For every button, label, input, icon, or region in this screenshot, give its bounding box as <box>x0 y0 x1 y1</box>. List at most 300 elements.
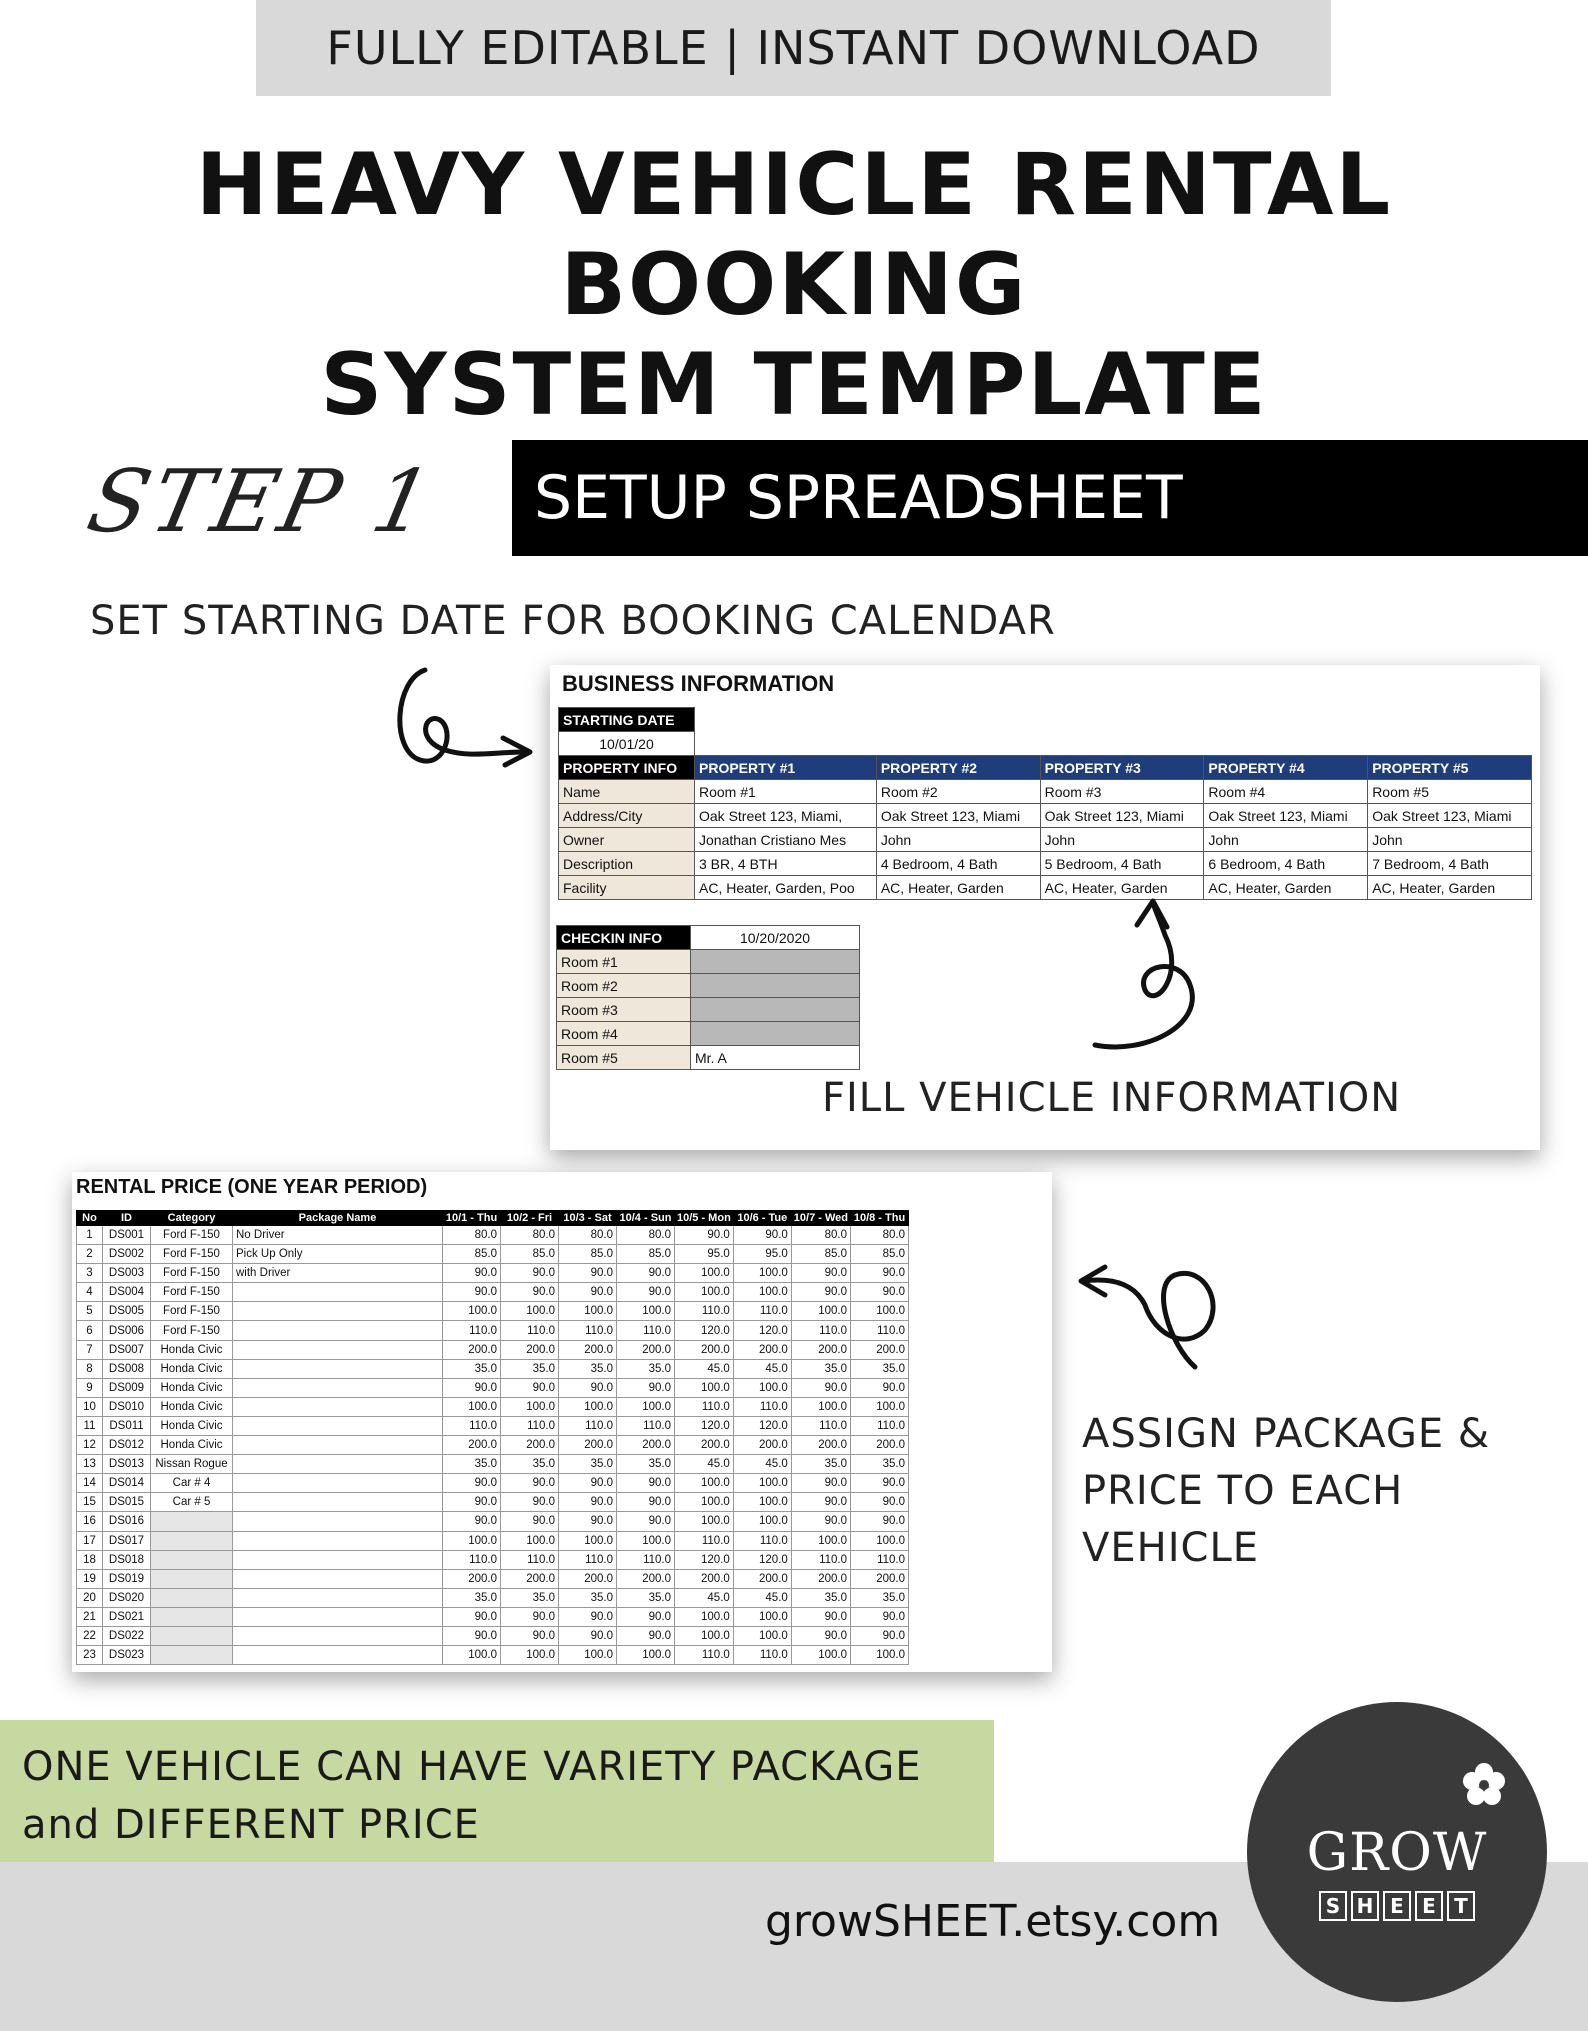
price-cell[interactable]: 95.0 <box>675 1245 734 1264</box>
price-cell[interactable]: 100.0 <box>443 1302 501 1321</box>
starting-date-input[interactable]: 10/01/20 <box>559 732 695 756</box>
green-note-line: and DIFFERENT PRICE <box>22 1802 480 1848</box>
price-cell[interactable]: 110.0 <box>559 1550 617 1569</box>
price-cell[interactable]: 100.0 <box>851 1531 909 1550</box>
price-cell[interactable]: 90.0 <box>559 1378 617 1397</box>
price-cell[interactable] <box>233 1436 443 1455</box>
price-cell[interactable]: 110.0 <box>501 1416 559 1435</box>
price-cell[interactable]: 110.0 <box>617 1550 675 1569</box>
price-cell[interactable]: 100.0 <box>733 1264 791 1283</box>
price-cell[interactable]: 35.0 <box>443 1588 501 1607</box>
price-cell[interactable]: 90.0 <box>851 1474 909 1493</box>
price-cell[interactable]: 90.0 <box>851 1493 909 1512</box>
price-cell[interactable]: 90.0 <box>559 1493 617 1512</box>
checkin-guest-cell[interactable] <box>691 974 860 998</box>
price-cell[interactable]: 35.0 <box>851 1588 909 1607</box>
price-row <box>77 1607 909 1626</box>
price-cell[interactable]: 35.0 <box>559 1588 617 1607</box>
property-row-label: Facility <box>559 876 695 900</box>
price-cell[interactable]: Ford F-150 <box>151 1226 233 1245</box>
price-cell[interactable]: with Driver <box>233 1264 443 1283</box>
price-cell[interactable]: 45.0 <box>675 1588 734 1607</box>
checkin-guest-cell[interactable] <box>691 1022 860 1046</box>
price-cell[interactable]: Ford F-150 <box>151 1264 233 1283</box>
price-cell[interactable]: 35.0 <box>559 1455 617 1474</box>
price-cell[interactable]: 90.0 <box>501 1607 559 1626</box>
price-cell[interactable]: 90.0 <box>851 1283 909 1302</box>
price-cell[interactable]: Ford F-150 <box>151 1245 233 1264</box>
property-cell[interactable]: John <box>1040 828 1204 852</box>
price-cell[interactable] <box>233 1455 443 1474</box>
price-cell[interactable]: 110.0 <box>733 1646 791 1665</box>
price-cell[interactable]: 100.0 <box>791 1531 850 1550</box>
property-cell[interactable]: AC, Heater, Garden <box>876 876 1040 900</box>
price-cell[interactable]: 200.0 <box>501 1340 559 1359</box>
price-cell[interactable]: 200.0 <box>559 1436 617 1455</box>
price-cell[interactable]: 110.0 <box>559 1321 617 1340</box>
price-cell[interactable]: 100.0 <box>675 1626 734 1645</box>
price-cell[interactable]: 80.0 <box>501 1226 559 1245</box>
property-cell[interactable]: 5 Bedroom, 4 Bath <box>1040 852 1204 876</box>
price-cell[interactable] <box>151 1646 233 1665</box>
price-cell[interactable]: 110.0 <box>443 1416 501 1435</box>
checkin-room-label: Room #1 <box>557 950 691 974</box>
price-cell[interactable]: 200.0 <box>501 1569 559 1588</box>
price-cell[interactable]: 90.0 <box>791 1607 850 1626</box>
price-cell[interactable]: 100.0 <box>501 1302 559 1321</box>
price-row <box>77 1264 909 1283</box>
price-cell[interactable]: 200.0 <box>617 1436 675 1455</box>
price-cell[interactable]: 35.0 <box>501 1359 559 1378</box>
price-cell[interactable]: 90.0 <box>791 1378 850 1397</box>
price-cell[interactable]: 100.0 <box>617 1646 675 1665</box>
price-cell[interactable]: 110.0 <box>791 1550 850 1569</box>
price-cell[interactable]: 85.0 <box>851 1245 909 1264</box>
price-cell[interactable] <box>233 1359 443 1378</box>
price-cell: DS021 <box>103 1607 151 1626</box>
price-cell[interactable]: 35.0 <box>443 1455 501 1474</box>
price-cell[interactable]: Ford F-150 <box>151 1302 233 1321</box>
price-row <box>77 1455 909 1474</box>
price-cell[interactable]: Honda Civic <box>151 1436 233 1455</box>
footer-url[interactable]: growSHEET.etsy.com <box>765 1896 1221 1947</box>
property-cell[interactable]: 6 Bedroom, 4 Bath <box>1204 852 1368 876</box>
price-cell[interactable]: 90.0 <box>617 1493 675 1512</box>
price-cell[interactable]: 90.0 <box>501 1264 559 1283</box>
price-cell[interactable]: 90.0 <box>851 1607 909 1626</box>
price-cell[interactable]: 35.0 <box>501 1588 559 1607</box>
property-cell[interactable]: Oak Street 123, Miami <box>1368 804 1532 828</box>
price-cell[interactable]: 90.0 <box>501 1474 559 1493</box>
logo-letter: S <box>1319 1891 1347 1921</box>
price-cell[interactable]: 110.0 <box>675 1531 734 1550</box>
price-cell[interactable]: 100.0 <box>733 1378 791 1397</box>
price-cell[interactable]: 80.0 <box>791 1226 850 1245</box>
price-cell[interactable]: 80.0 <box>851 1226 909 1245</box>
price-column-header: 10/4 - Sun <box>617 1211 675 1226</box>
property-cell[interactable]: AC, Heater, Garden <box>1368 876 1532 900</box>
green-note-line: ONE VEHICLE CAN HAVE VARIETY PACKAGE <box>22 1744 922 1790</box>
price-cell[interactable]: 200.0 <box>443 1340 501 1359</box>
price-cell[interactable]: 80.0 <box>559 1226 617 1245</box>
price-cell[interactable]: 90.0 <box>851 1626 909 1645</box>
price-cell[interactable] <box>233 1283 443 1302</box>
price-cell[interactable]: 100.0 <box>617 1302 675 1321</box>
price-cell[interactable]: 200.0 <box>675 1569 734 1588</box>
price-column-header: Package Name <box>233 1211 443 1226</box>
price-cell[interactable] <box>233 1416 443 1435</box>
price-cell[interactable]: 100.0 <box>733 1283 791 1302</box>
price-cell[interactable]: 110.0 <box>501 1321 559 1340</box>
price-cell[interactable]: 90.0 <box>791 1264 850 1283</box>
property-cell[interactable]: Room #4 <box>1204 780 1368 804</box>
price-cell[interactable]: Honda Civic <box>151 1416 233 1435</box>
price-column-header: No <box>77 1211 103 1226</box>
price-cell[interactable]: 200.0 <box>617 1569 675 1588</box>
price-cell[interactable] <box>233 1550 443 1569</box>
price-cell[interactable]: 90.0 <box>791 1283 850 1302</box>
price-cell[interactable]: Nissan Rogue <box>151 1455 233 1474</box>
price-cell[interactable]: 90.0 <box>851 1512 909 1531</box>
price-cell[interactable]: 90.0 <box>443 1474 501 1493</box>
property-cell[interactable]: Oak Street 123, Miami <box>876 804 1040 828</box>
price-cell[interactable]: 100.0 <box>733 1474 791 1493</box>
price-cell[interactable]: 85.0 <box>443 1245 501 1264</box>
price-cell[interactable]: 110.0 <box>559 1416 617 1435</box>
price-cell: DS014 <box>103 1474 151 1493</box>
price-cell[interactable]: 90.0 <box>501 1512 559 1531</box>
price-cell[interactable]: Pick Up Only <box>233 1245 443 1264</box>
price-cell[interactable]: 120.0 <box>675 1321 734 1340</box>
price-cell[interactable]: 90.0 <box>851 1378 909 1397</box>
price-cell[interactable]: Ford F-150 <box>151 1283 233 1302</box>
price-cell[interactable]: 100.0 <box>791 1646 850 1665</box>
price-cell[interactable]: 110.0 <box>791 1321 850 1340</box>
price-cell[interactable] <box>233 1531 443 1550</box>
checkin-guest-cell[interactable] <box>691 950 860 974</box>
price-cell[interactable]: 200.0 <box>443 1436 501 1455</box>
price-cell[interactable]: 110.0 <box>617 1321 675 1340</box>
price-cell[interactable]: 110.0 <box>443 1550 501 1569</box>
price-cell[interactable]: 200.0 <box>851 1340 909 1359</box>
price-cell[interactable] <box>233 1607 443 1626</box>
price-cell[interactable]: 100.0 <box>675 1474 734 1493</box>
price-cell[interactable]: 35.0 <box>851 1455 909 1474</box>
price-cell[interactable]: 200.0 <box>851 1569 909 1588</box>
price-cell: 20 <box>77 1588 103 1607</box>
price-cell[interactable]: 100.0 <box>733 1607 791 1626</box>
price-cell[interactable]: 45.0 <box>733 1588 791 1607</box>
price-cell[interactable]: 90.0 <box>791 1626 850 1645</box>
price-cell[interactable]: Ford F-150 <box>151 1321 233 1340</box>
price-row <box>77 1416 909 1435</box>
price-cell[interactable]: 110.0 <box>617 1416 675 1435</box>
price-cell[interactable]: 100.0 <box>617 1531 675 1550</box>
property-cell[interactable]: 3 BR, 4 BTH <box>695 852 877 876</box>
price-cell[interactable]: 90.0 <box>501 1493 559 1512</box>
price-cell[interactable]: 35.0 <box>443 1359 501 1378</box>
price-cell[interactable]: Car # 5 <box>151 1493 233 1512</box>
price-cell[interactable]: 120.0 <box>675 1550 734 1569</box>
price-cell[interactable]: 100.0 <box>675 1264 734 1283</box>
property-cell[interactable]: Oak Street 123, Miami <box>1204 804 1368 828</box>
price-cell[interactable]: 45.0 <box>675 1455 734 1474</box>
step-title: SETUP SPREADSHEET <box>534 463 1183 533</box>
price-cell[interactable]: 200.0 <box>733 1436 791 1455</box>
price-cell[interactable]: 110.0 <box>791 1416 850 1435</box>
price-cell[interactable]: 80.0 <box>443 1226 501 1245</box>
price-cell[interactable]: Honda Civic <box>151 1397 233 1416</box>
price-row <box>77 1302 909 1321</box>
price-cell[interactable]: 90.0 <box>559 1264 617 1283</box>
property-cell[interactable]: Room #3 <box>1040 780 1204 804</box>
property-cell[interactable]: Oak Street 123, Miami, <box>695 804 877 828</box>
price-cell[interactable]: 100.0 <box>675 1378 734 1397</box>
price-cell[interactable]: 90.0 <box>617 1607 675 1626</box>
price-cell[interactable] <box>233 1493 443 1512</box>
price-cell[interactable] <box>233 1474 443 1493</box>
price-cell[interactable]: 90.0 <box>733 1226 791 1245</box>
price-cell[interactable]: 95.0 <box>733 1245 791 1264</box>
price-cell[interactable] <box>233 1512 443 1531</box>
price-cell[interactable]: 90.0 <box>617 1378 675 1397</box>
price-cell[interactable]: 100.0 <box>443 1646 501 1665</box>
price-cell[interactable]: 35.0 <box>791 1455 850 1474</box>
price-cell[interactable] <box>151 1626 233 1645</box>
price-cell[interactable]: 100.0 <box>851 1646 909 1665</box>
checkin-room-label: Room #4 <box>557 1022 691 1046</box>
price-cell: 14 <box>77 1474 103 1493</box>
price-cell[interactable] <box>233 1340 443 1359</box>
price-cell[interactable]: 200.0 <box>617 1340 675 1359</box>
price-cell[interactable]: 90.0 <box>617 1474 675 1493</box>
price-cell[interactable]: 100.0 <box>501 1397 559 1416</box>
price-cell[interactable]: 100.0 <box>851 1397 909 1416</box>
property-cell[interactable]: Jonathan Cristiano Mes <box>695 828 877 852</box>
price-cell[interactable]: 100.0 <box>675 1512 734 1531</box>
price-cell[interactable]: 35.0 <box>851 1359 909 1378</box>
checkin-room-label: Room #3 <box>557 998 691 1022</box>
price-cell[interactable]: 110.0 <box>851 1550 909 1569</box>
price-cell[interactable]: 100.0 <box>559 1646 617 1665</box>
price-cell[interactable]: 100.0 <box>443 1531 501 1550</box>
price-cell[interactable]: 90.0 <box>617 1512 675 1531</box>
caption-fill-info: FILL VEHICLE INFORMATION <box>822 1075 1402 1121</box>
price-cell[interactable]: 85.0 <box>501 1245 559 1264</box>
price-cell[interactable]: Honda Civic <box>151 1378 233 1397</box>
price-cell[interactable]: 110.0 <box>733 1531 791 1550</box>
price-cell[interactable]: 90.0 <box>443 1283 501 1302</box>
price-cell[interactable]: 90.0 <box>559 1283 617 1302</box>
price-row <box>77 1588 909 1607</box>
price-cell[interactable]: 35.0 <box>791 1359 850 1378</box>
price-cell[interactable]: 100.0 <box>733 1626 791 1645</box>
price-cell[interactable] <box>151 1531 233 1550</box>
price-cell[interactable]: 90.0 <box>501 1626 559 1645</box>
price-cell: DS009 <box>103 1378 151 1397</box>
price-cell: 6 <box>77 1321 103 1340</box>
property-cell[interactable]: Room #5 <box>1368 780 1532 804</box>
price-cell[interactable]: 120.0 <box>675 1416 734 1435</box>
property-cell[interactable]: AC, Heater, Garden <box>1040 876 1204 900</box>
price-cell[interactable]: 200.0 <box>443 1569 501 1588</box>
property-header: PROPERTY #3 <box>1040 756 1204 780</box>
price-cell[interactable]: 90.0 <box>791 1474 850 1493</box>
price-cell[interactable]: 90.0 <box>617 1283 675 1302</box>
price-cell[interactable] <box>233 1378 443 1397</box>
price-cell[interactable]: 120.0 <box>733 1416 791 1435</box>
property-cell[interactable]: Room #2 <box>876 780 1040 804</box>
price-cell[interactable]: 110.0 <box>733 1397 791 1416</box>
price-cell[interactable]: 90.0 <box>443 1626 501 1645</box>
price-cell[interactable]: 90.0 <box>559 1626 617 1645</box>
price-cell[interactable] <box>233 1588 443 1607</box>
price-cell[interactable]: 110.0 <box>501 1550 559 1569</box>
price-cell[interactable]: 200.0 <box>501 1436 559 1455</box>
price-cell[interactable]: 45.0 <box>675 1359 734 1378</box>
price-cell[interactable]: 100.0 <box>675 1283 734 1302</box>
price-cell[interactable]: 100.0 <box>559 1397 617 1416</box>
price-cell[interactable]: 90.0 <box>443 1493 501 1512</box>
price-cell[interactable]: 90.0 <box>559 1512 617 1531</box>
price-cell[interactable]: 85.0 <box>791 1245 850 1264</box>
price-cell[interactable]: Honda Civic <box>151 1359 233 1378</box>
price-cell[interactable]: 110.0 <box>443 1321 501 1340</box>
price-cell[interactable]: 90.0 <box>675 1226 734 1245</box>
property-cell[interactable]: AC, Heater, Garden <box>1204 876 1368 900</box>
price-cell[interactable]: 200.0 <box>851 1436 909 1455</box>
price-cell[interactable] <box>151 1550 233 1569</box>
checkin-date-input[interactable]: 10/20/2020 <box>691 926 860 950</box>
property-cell[interactable]: John <box>1204 828 1368 852</box>
price-cell: DS008 <box>103 1359 151 1378</box>
price-cell[interactable] <box>151 1512 233 1531</box>
price-cell[interactable]: 90.0 <box>443 1607 501 1626</box>
price-row <box>77 1436 909 1455</box>
price-cell[interactable]: 90.0 <box>791 1493 850 1512</box>
price-cell[interactable]: 100.0 <box>851 1302 909 1321</box>
price-cell[interactable]: 35.0 <box>617 1455 675 1474</box>
price-cell[interactable]: 85.0 <box>559 1245 617 1264</box>
price-cell[interactable]: 85.0 <box>617 1245 675 1264</box>
price-column-header: ID <box>103 1211 151 1226</box>
price-cell[interactable]: 90.0 <box>851 1264 909 1283</box>
price-cell[interactable]: 35.0 <box>617 1359 675 1378</box>
price-cell[interactable]: 100.0 <box>791 1302 850 1321</box>
property-cell[interactable]: AC, Heater, Garden, Poo <box>695 876 877 900</box>
price-cell[interactable]: 100.0 <box>733 1512 791 1531</box>
price-cell[interactable]: 110.0 <box>851 1416 909 1435</box>
price-cell[interactable]: 200.0 <box>791 1436 850 1455</box>
price-cell[interactable]: 35.0 <box>617 1588 675 1607</box>
price-cell[interactable]: 200.0 <box>791 1569 850 1588</box>
price-cell[interactable]: 90.0 <box>501 1378 559 1397</box>
price-cell[interactable] <box>233 1646 443 1665</box>
checkin-row <box>557 1046 860 1070</box>
property-cell[interactable]: 4 Bedroom, 4 Bath <box>876 852 1040 876</box>
price-row <box>77 1283 909 1302</box>
price-cell[interactable]: 200.0 <box>675 1436 734 1455</box>
price-cell[interactable]: 200.0 <box>791 1340 850 1359</box>
price-cell[interactable]: 90.0 <box>443 1512 501 1531</box>
price-cell[interactable]: 100.0 <box>559 1531 617 1550</box>
price-cell[interactable] <box>233 1626 443 1645</box>
property-cell[interactable]: Oak Street 123, Miami <box>1040 804 1204 828</box>
price-cell[interactable] <box>233 1302 443 1321</box>
property-cell[interactable]: Room #1 <box>695 780 877 804</box>
price-cell[interactable]: 35.0 <box>501 1455 559 1474</box>
price-cell[interactable]: 35.0 <box>559 1359 617 1378</box>
price-cell[interactable]: 90.0 <box>443 1378 501 1397</box>
price-table <box>76 1210 909 1665</box>
price-cell[interactable]: 100.0 <box>791 1397 850 1416</box>
price-cell[interactable]: 100.0 <box>675 1493 734 1512</box>
price-cell: DS006 <box>103 1321 151 1340</box>
price-cell[interactable]: 200.0 <box>559 1340 617 1359</box>
price-cell[interactable]: 100.0 <box>559 1302 617 1321</box>
price-cell[interactable]: 100.0 <box>501 1646 559 1665</box>
price-cell[interactable]: 90.0 <box>617 1264 675 1283</box>
price-cell[interactable]: 100.0 <box>443 1397 501 1416</box>
price-cell[interactable]: 35.0 <box>791 1588 850 1607</box>
price-cell[interactable] <box>151 1607 233 1626</box>
price-cell[interactable]: 110.0 <box>675 1646 734 1665</box>
price-cell[interactable]: Car # 4 <box>151 1474 233 1493</box>
price-cell[interactable]: 200.0 <box>733 1569 791 1588</box>
price-cell[interactable]: 120.0 <box>733 1321 791 1340</box>
price-cell[interactable]: 200.0 <box>559 1569 617 1588</box>
price-cell[interactable]: 110.0 <box>733 1302 791 1321</box>
price-cell[interactable]: 90.0 <box>791 1512 850 1531</box>
price-cell[interactable]: 100.0 <box>501 1531 559 1550</box>
price-cell[interactable]: 100.0 <box>675 1607 734 1626</box>
price-cell[interactable]: 45.0 <box>733 1455 791 1474</box>
price-cell[interactable]: 90.0 <box>501 1283 559 1302</box>
property-cell[interactable]: John <box>1368 828 1532 852</box>
checkin-guest-cell[interactable] <box>691 998 860 1022</box>
price-cell[interactable] <box>233 1569 443 1588</box>
price-cell[interactable]: 110.0 <box>675 1397 734 1416</box>
price-cell[interactable]: 200.0 <box>675 1340 734 1359</box>
price-cell[interactable]: 120.0 <box>733 1550 791 1569</box>
checkin-guest-cell[interactable]: Mr. A <box>691 1046 860 1070</box>
price-cell[interactable]: 90.0 <box>559 1607 617 1626</box>
price-cell[interactable] <box>233 1397 443 1416</box>
price-cell[interactable]: No Driver <box>233 1226 443 1245</box>
property-cell[interactable]: John <box>876 828 1040 852</box>
price-cell[interactable] <box>233 1321 443 1340</box>
step-title-bar <box>512 440 1588 556</box>
price-cell[interactable]: 110.0 <box>851 1321 909 1340</box>
property-cell[interactable]: 7 Bedroom, 4 Bath <box>1368 852 1532 876</box>
price-cell[interactable]: 100.0 <box>617 1397 675 1416</box>
price-cell: 18 <box>77 1550 103 1569</box>
price-cell: 21 <box>77 1607 103 1626</box>
price-cell: 10 <box>77 1397 103 1416</box>
price-cell[interactable] <box>151 1588 233 1607</box>
price-cell[interactable]: 90.0 <box>559 1474 617 1493</box>
price-cell[interactable]: 200.0 <box>733 1340 791 1359</box>
price-cell[interactable]: 80.0 <box>617 1226 675 1245</box>
price-cell[interactable] <box>151 1569 233 1588</box>
price-cell: DS004 <box>103 1283 151 1302</box>
price-cell[interactable]: 45.0 <box>733 1359 791 1378</box>
price-cell[interactable]: 110.0 <box>675 1302 734 1321</box>
price-cell[interactable]: 90.0 <box>443 1264 501 1283</box>
price-cell[interactable]: 90.0 <box>617 1626 675 1645</box>
price-cell[interactable]: Honda Civic <box>151 1340 233 1359</box>
price-cell[interactable]: 100.0 <box>733 1493 791 1512</box>
